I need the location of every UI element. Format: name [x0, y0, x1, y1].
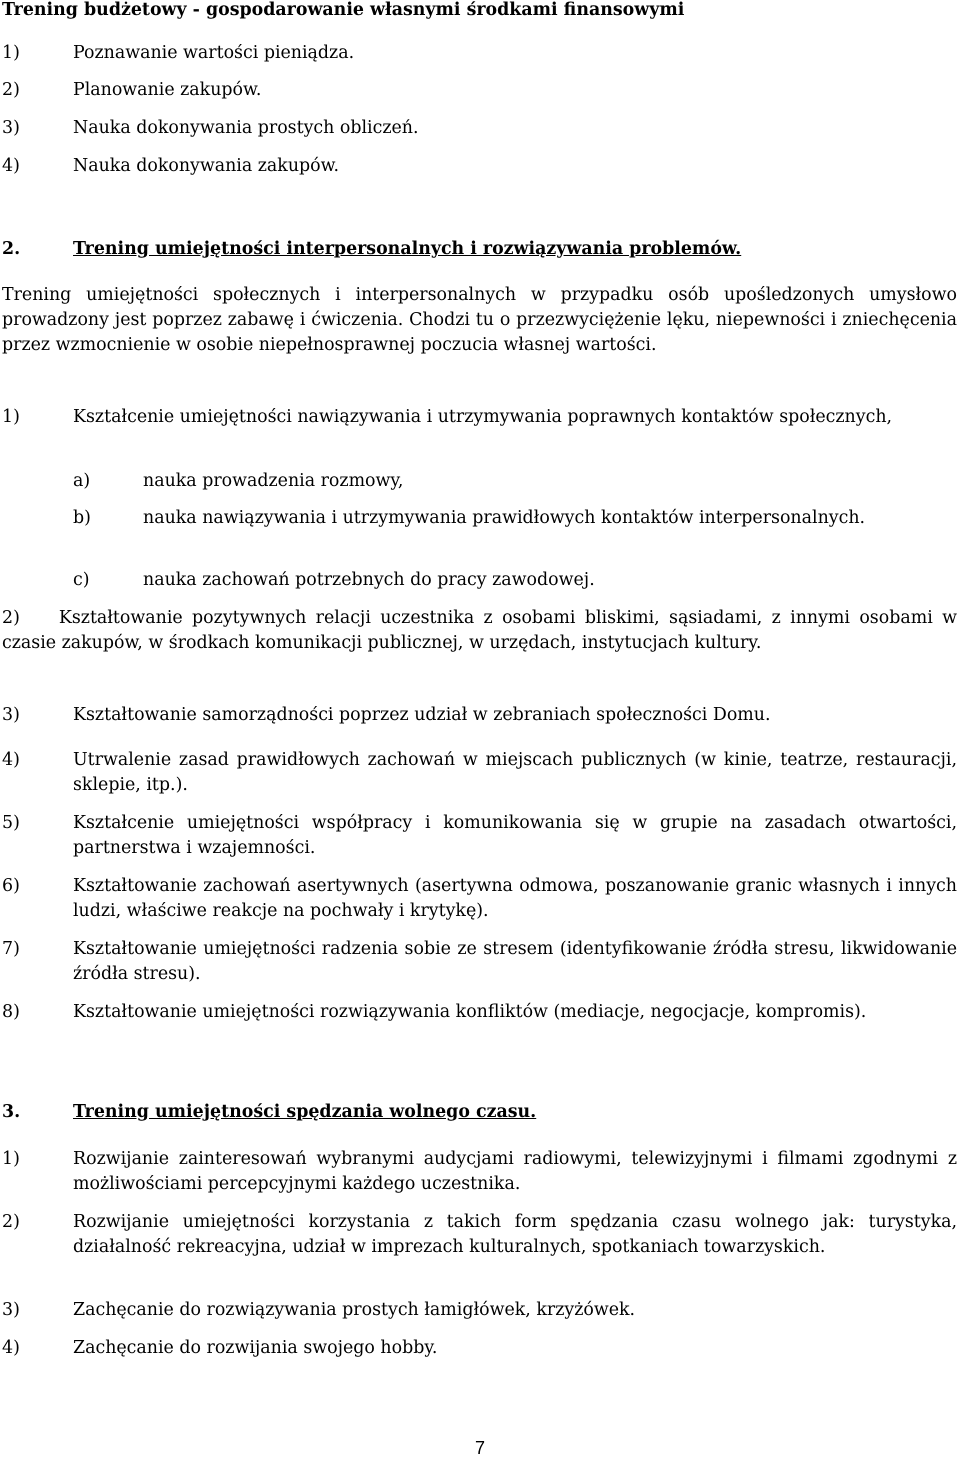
page-title: Trening budżetowy - gospodarowanie własnymi środkami finansowymi [2, 0, 685, 20]
list-item: 1) Rozwijanie zainteresowań wybranymi audycjami radiowymi, telewizyjnymi i filmami zgodnymi z możliwościami percepcyjnymi każdego uczestnika. [2, 1149, 957, 1194]
section-intro: Trening umiejętności społecznych i interpersonalnych w przypadku osób upośledzonych umysłowo prowadzony jest poprzez zabawę i ćwiczenia. Chodzi tu o przezwyciężenie lęku, niepewności i zniechęcenia przez wzmocnienie w osobie niepełnosprawnej poczucia własnej wartości. [2, 285, 957, 355]
section-heading: 2. Trening umiejętności interpersonalnych i rozwiązywania problemów. [2, 239, 742, 259]
list-item: 2) Planowanie zakupów. [2, 80, 262, 100]
list-item: 6) Kształtowanie zachowań asertywnych (asertywna odmowa, poszanowanie granic własnych i innych ludzi, właściwe reakcje na pochwały i krytykę). [2, 876, 957, 921]
sub-list-item: b) nauka nawiązywania i utrzymywania prawidłowych kontaktów interpersonalnych. [73, 508, 866, 528]
page-number: 7 [474, 1438, 485, 1458]
list-item: 8) Kształtowanie umiejętności rozwiązywania konfliktów (mediacje, negocjacje, kompromis). [2, 1002, 867, 1022]
list-item: 7) Kształtowanie umiejętności radzenia sobie ze stresem (identyfikowanie źródła stresu, likwidowanie źródła stresu). [2, 939, 957, 984]
list-item: 4) Utrwalenie zasad prawidłowych zachowań w miejscach publicznych (w kinie, teatrze, restauracji, sklepie, itp.). [2, 750, 957, 795]
list-item: 1) Kształcenie umiejętności nawiązywania i utrzymywania poprawnych kontaktów społecznych, [2, 407, 893, 427]
list-item: 3) Kształtowanie samorządności poprzez udział w zebraniach społeczności Domu. [2, 705, 771, 725]
sub-list-item: c) nauka zachowań potrzebnych do pracy zawodowej. [73, 570, 595, 590]
list-item: 2) Rozwijanie umiejętności korzystania z takich form spędzania czasu wolnego jak: turystyka, działalność rekreacyjna, udział w imprezach kulturalnych, spotkaniach towarzyskich. [2, 1212, 957, 1257]
list-item: 4) Nauka dokonywania zakupów. [2, 156, 339, 176]
list-item: 1) Poznawanie wartości pieniądza. [2, 43, 355, 63]
list-item: 3) Nauka dokonywania prostych obliczeń. [2, 118, 419, 138]
list-item: 4) Zachęcanie do rozwijania swojego hobby. [2, 1338, 438, 1358]
list-item: 2) Kształtowanie pozytywnych relacji uczestnika z osobami bliskimi, sąsiadami, z innymi osobami w czasie zakupów, w środkach komunikacji publicznej, w urzędach, instytucjach kultury. [2, 608, 957, 653]
section-heading: 3. Trening umiejętności spędzania wolnego czasu. [2, 1102, 537, 1122]
list-item: 3) Zachęcanie do rozwiązywania prostych łamigłówek, krzyżówek. [2, 1300, 636, 1320]
list-item: 5) Kształcenie umiejętności współpracy i komunikowania się w grupie na zasadach otwartości, partnerstwa i wzajemności. [2, 813, 957, 858]
sub-list-item: a) nauka prowadzenia rozmowy, [73, 471, 404, 491]
